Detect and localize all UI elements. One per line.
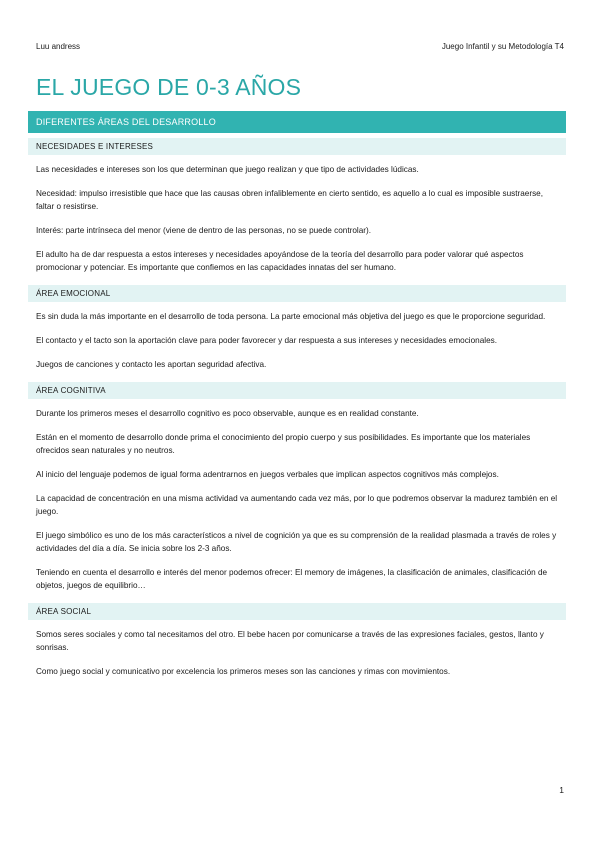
- section-heading: NECESIDADES E INTERESES: [28, 138, 566, 155]
- section-social: [28, 603, 566, 678]
- paragraph: Están en el momento de desarrollo donde prima el conocimiento del propio cuerpo y sus posibilidades. Es importante que los materiales ofrecidos sean naturales y no neutros.: [36, 433, 531, 455]
- paragraph: Como juego social y comunicativo por excelencia los primeros meses son las canciones y rimas con movimientos.: [36, 667, 451, 676]
- paragraph: Necesidad: impulso irresistible que hace que las causas obren infaliblemente en cierto sentido, es aquello a lo cual es imposible sustraerse, faltar o resistirse.: [36, 189, 543, 211]
- paragraph: Somos seres sociales y como tal necesitamos del otro. El bebe hacen por comunicarse a través de las expresiones faciales, gestos, llanto y sonrisas.: [36, 630, 544, 652]
- paragraph: Al inicio del lenguaje podemos de igual forma adentrarnos en juegos verbales que implican aspectos cognitivos más complejos.: [36, 470, 499, 479]
- document-body: [28, 111, 566, 689]
- section-emocional: [28, 285, 566, 371]
- section-banner: DIFERENTES ÁREAS DEL DESARROLLO: [28, 111, 566, 133]
- page-title: EL JUEGO DE 0-3 AÑOS: [36, 74, 302, 100]
- paragraph: El contacto y el tacto son la aportación clave para poder favorecer y dar respuesta a sus intereses y necesidades emocionales.: [36, 336, 498, 345]
- paragraph: Las necesidades e intereses son los que determinan que juego realizan y que tipo de actividades lúdicas.: [36, 165, 419, 174]
- paragraph: Es sin duda la más importante en el desarrollo de toda persona. La parte emocional más objetiva del juego es que le proporcione seguridad.: [36, 312, 546, 321]
- section-heading: ÁREA SOCIAL: [28, 603, 566, 620]
- paragraph: El adulto ha de dar respuesta a estos intereses y necesidades apoyándose de la teoría del desarrollo para poder valorar qué aspectos promocionar y potenciar. Es importante que confiemos en las capacidades innatas del ser humano.: [36, 250, 524, 272]
- paragraph: Interés: parte intrínseca del menor (viene de dentro de las personas, no se puede controlar).: [36, 226, 371, 235]
- paragraph: Durante los primeros meses el desarrollo cognitivo es poco observable, aunque es en realidad constante.: [36, 409, 419, 418]
- section-heading: ÁREA EMOCIONAL: [28, 285, 566, 302]
- section-heading: ÁREA COGNITIVA: [28, 382, 566, 399]
- paragraph: Juegos de canciones y contacto les aportan seguridad afectiva.: [36, 360, 267, 369]
- header-author: Luu andress: [36, 42, 81, 51]
- section-cognitiva: [28, 382, 566, 592]
- section-necesidades: [28, 138, 566, 274]
- paragraph: La capacidad de concentración en una misma actividad va aumentando cada vez más, por lo que podremos observar la madurez también en el juego.: [36, 494, 558, 516]
- paragraph: El juego simbólico es uno de los más característicos a nivel de cognición ya que es su comprensión de la realidad plasmada a través de roles y actividades del día a día. Se inicia sobre los 2-3 años.: [36, 531, 557, 553]
- page-header: [36, 42, 564, 54]
- header-course: Juego Infantil y su Metodología T4: [441, 42, 564, 51]
- page-number: 1: [559, 785, 564, 795]
- paragraph: Teniendo en cuenta el desarrollo e interés del menor podemos ofrecer: El memory de imágenes, la clasificación de animales, clasificación de objetos, juegos de equilibrio…: [36, 568, 548, 590]
